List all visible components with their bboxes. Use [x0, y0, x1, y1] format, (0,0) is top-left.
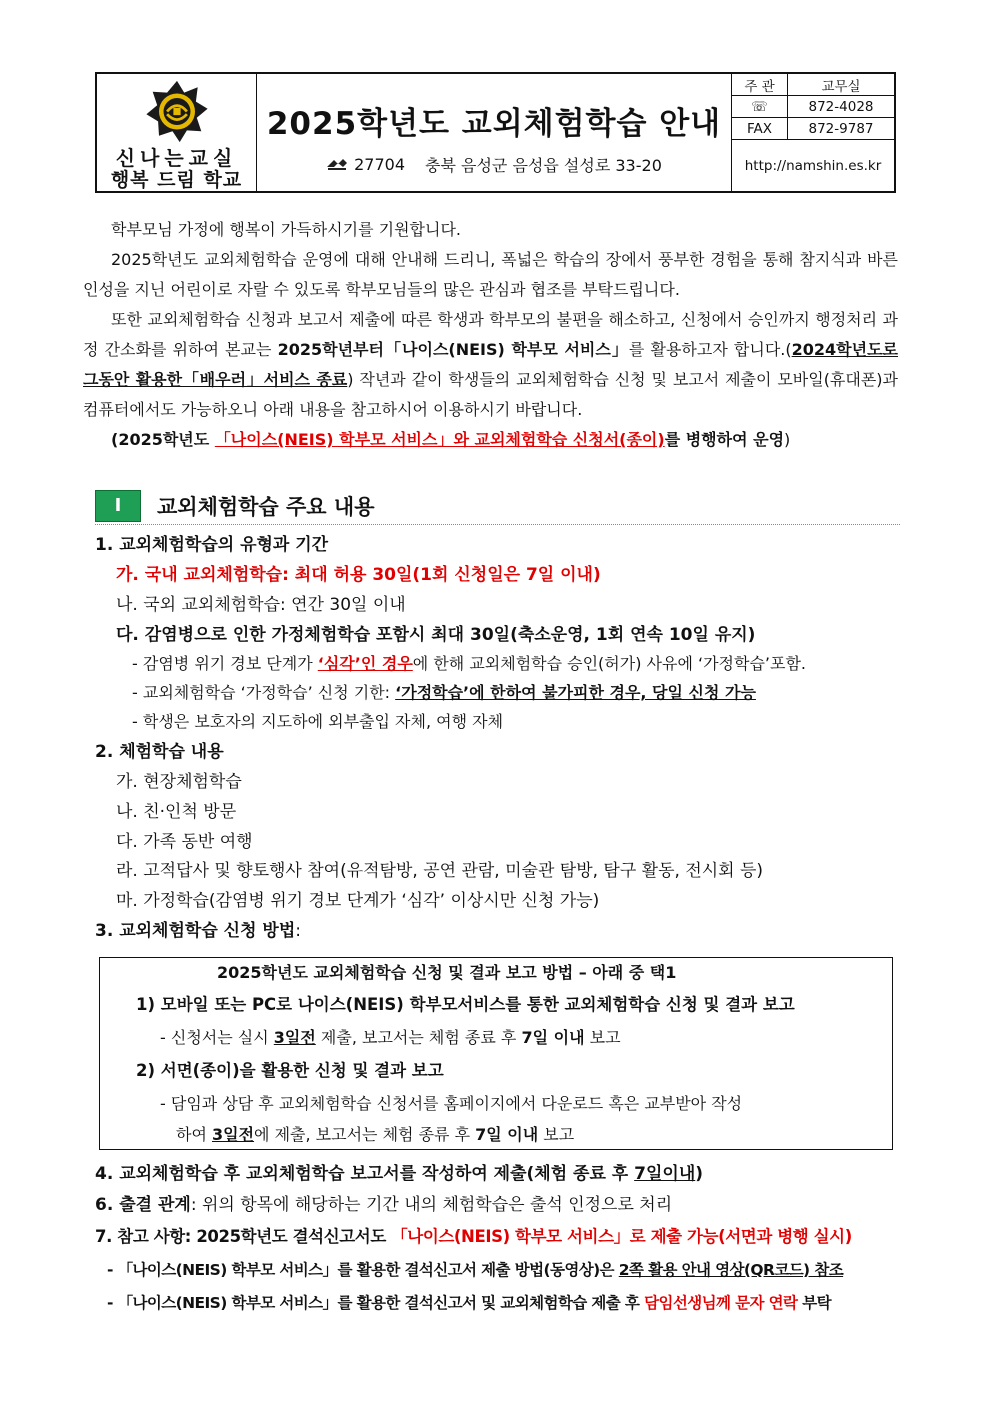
section-header	[95, 487, 900, 525]
motto-line2: 행복 드림 학교	[110, 169, 243, 191]
intro-p4: (2025학년도 「나이스(NEIS) 학부모 서비스」와 교외체험학습 신청서(종이)를 병행하여 운영)	[111, 430, 791, 449]
item2-title: 2. 체험학습 내용	[95, 742, 224, 762]
item7-sub2: - 「나이스(NEIS) 학부모 서비스」를 활용한 결석신고서 및 교외체험학습 제출 후 담임선생님께 문자 연락 부탁	[107, 1294, 831, 1312]
address-line	[326, 153, 662, 176]
method-2-detail-2: 하여 3일전에 제출, 보고서는 체험 종류 후 7일 이내 보고	[176, 1125, 575, 1144]
item7-sub1: - 「나이스(NEIS) 학부모 서비스」를 활용한 결석신고서 제출 방법(동영상)은 2쪽 활용 안내 영상(QR코드) 참조	[107, 1261, 844, 1279]
method-box	[99, 957, 893, 1150]
section-number: Ⅰ	[95, 490, 141, 522]
info-row-dept	[732, 74, 894, 96]
method-2-detail-1: - 담임과 상담 후 교외체험학습 신청서를 홈페이지에서 다운로드 혹은 교부받아 작성	[160, 1094, 743, 1113]
info-key: 주 관	[732, 74, 788, 95]
info-value: 872-9787	[808, 120, 874, 137]
item2-list-item: 가. 현장체험학습	[116, 772, 242, 792]
address-mark-icon	[326, 157, 348, 171]
item1-d3: - 학생은 보호자의 지도하에 외부출입 자체, 여행 자체	[132, 712, 504, 731]
postal-code: 27704	[354, 154, 406, 174]
header-box	[95, 72, 896, 193]
intro-p3: 또한 교외체험학습 신청과 보고서 제출에 따른 학생과 학부모의 불편을 해소하고, 신청에서 승인까지 행정처리 과정 간소화를 위하여 본교는 2025학년부터「나이스(NEIS) 학부모 서비스」를 활용하고자 합니다.(2024학년도로 그동안 활용한「배우러」서비스 종료) 작년과 같이 학생들의 교외체험학습 신청 및 보고서 제출이 모바일(휴대폰)과 컴퓨터에서도 가능하오니 아래 내용을 참고하시어 이용하시기 바랍니다.	[83, 310, 898, 419]
intro-text	[83, 215, 898, 455]
method-1-detail: - 신청서는 실시 3일전 제출, 보고서는 체험 종료 후 7일 이내 보고	[160, 1028, 621, 1047]
phone-icon: ☏	[732, 96, 788, 117]
item7: 7. 참고 사항: 2025학년도 결석신고서도 「나이스(NEIS) 학부모 서비스」로 제출 가능(서면과 병행 실시)	[95, 1227, 852, 1246]
item1-title: 1. 교외체험학습의 유형과 기간	[95, 535, 329, 555]
document-title: 2025학년도 교외체험학습 안내	[266, 105, 722, 142]
item2-list-item: 마. 가정학습(감염병 위기 경보 단계가 ‘심각’ 이상시만 신청 가능)	[116, 891, 600, 911]
method-box-title: 2025학년도 교외체험학습 신청 및 결과 보고 방법 – 아래 중 택1	[217, 963, 677, 982]
item1-c: 다. 감염병으로 인한 가정체험학습 포함시 최대 30일(축소운영, 1회 연속 10일 유지)	[116, 625, 756, 645]
item1-d2: - 교외체험학습 ‘가정학습’ 신청 기한: ‘가정학습’에 한하여 불가피한 경우, 당일 신청 가능	[132, 683, 756, 702]
contact-info	[732, 74, 894, 191]
method-2: 2) 서면(종이)을 활용한 신청 및 결과 보고	[136, 1061, 444, 1080]
school-url[interactable]: http://namshin.es.kr	[744, 157, 882, 174]
item6: 6. 출결 관계: 위의 항목에 해당하는 기간 내의 체험학습은 출석 인정으로 처리	[95, 1195, 673, 1215]
item1-a: 가. 국내 교외체험학습: 최대 허용 30일(1회 신청일은 7일 이내)	[116, 565, 601, 585]
title-area	[257, 74, 732, 191]
info-row-fax	[732, 118, 894, 140]
intro-p1: 학부모님 가정에 행복이 가득하시기를 기원합니다.	[111, 220, 462, 239]
item2-list-item: 다. 가족 동반 여행	[116, 832, 253, 852]
item3-title: 3. 교외체험학습 신청 방법:	[95, 921, 301, 941]
item1-b: 나. 국외 교외체험학습: 연간 30일 이내	[116, 595, 406, 615]
address-text: 충북 음성군 음성읍 설성로 33-20	[425, 155, 662, 175]
info-row-phone	[732, 96, 894, 118]
item1-d1: - 감염병 위기 경보 단계가 ‘심각’인 경우에 한해 교외체험학습 승인(허가) 사유에 ‘가정학습’포함.	[132, 654, 806, 673]
motto-line1: 신나는교실	[115, 146, 238, 170]
method-1: 1) 모바일 또는 PC로 나이스(NEIS) 학부모서비스를 통한 교외체험학습 신청 및 결과 보고	[136, 995, 795, 1014]
item4: 4. 교외체험학습 후 교외체험학습 보고서를 작성하여 제출(체험 종료 후 7일이내)	[95, 1164, 704, 1184]
intro-p2: 2025학년도 교외체험학습 운영에 대해 안내해 드리니, 폭넓은 학습의 장에서 풍부한 경험을 통해 참지식과 바른 인성을 지닌 어린이로 자랄 수 있도록 학부모님들의 많은 관심과 협조를 부탁드립니다.	[83, 250, 898, 299]
school-logo-area	[97, 74, 257, 191]
school-emblem-icon	[142, 80, 212, 143]
info-key: FAX	[732, 118, 788, 139]
info-value: 교무실	[821, 78, 861, 95]
section-title: 교외체험학습 주요 내용	[157, 494, 375, 519]
item2-list-item: 라. 고적답사 및 향토행사 참여(유적탐방, 공연 관람, 미술관 탐방, 탐구 활동, 전시회 등)	[116, 861, 764, 881]
item2-list-item: 나. 친·인척 방문	[116, 802, 237, 822]
info-value: 872-4028	[808, 98, 874, 115]
